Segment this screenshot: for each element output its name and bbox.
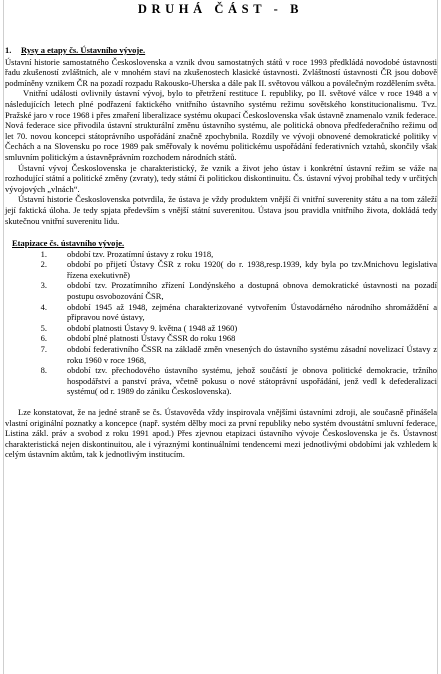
paragraph-characteristic: Ústavní vývoj Československa je charakteristický, že vznik a život jeho ústav i konkrétní ústavní režim se váže na rozhodující státní a politické změny (zvraty), tedy státní či politickou diskontinuitu. Čs. ústavní vývoj probíhal tedy v určitých vývojových „vlnách“.: [5, 162, 437, 194]
paragraph-conclusion: Lze konstatovat, že na jedné straně se čs. Ústavověda vždy inspirovala vnějšími ústavními zdroji, ale současně přinášela vlastní originální poznatky a koncepce (např. systém dělby moci za první republiky nebo systém dvoustátní smluvní federace, Listina zákl. práv a svobod z roku 1991 apod.) Přes zjevnou etapizaci ústavního vývoje Československa je čs. Ústavnost charakteristická nejen diskontinuitou, ale i výraznými kontinuálními tendencemi mezi jednotlivými obdobími jak vzhledem k celým ústavním aktům, tak k jednotlivým institucím.: [5, 407, 437, 460]
list-item: 2. období po přijetí Ústavy ČSR z roku 1920( do r. 1938,resp.1939, kdy byla po tzv.Mnichovu legislativa řízena exekutivně): [40, 259, 437, 280]
list-item: 5. období platnosti Ústavy 9. května ( 1948 až 1960): [40, 322, 238, 333]
right-margin-line: [437, 0, 438, 674]
section-1-number: 1.: [5, 45, 12, 55]
paragraph-internal-events: Vnitřní události ovlivnily ústavní vývoj, bylo to přetržení restituce I. republiky, po II. světové válce v roce 1948 a v následujících letech plné podřazení faktického vnitřního ústavního systému režimu sovětského konstitucionalismu. Tvz. Pražské jaro v roce 1968 i přes zmaření liberalizace systému okupací Československa však ústavně znamenalo vznik federace. Nová federace sice přivodila ústavní strukturální změnu ústavního systému, ale politická obnova předfederačního režimu od let 70. novou koncepci státoprávního uspořádání značně zpochybnila. Rozdíly ve vývoji obnovené demokratické politiky v Čechách a na Slovensku po roce 1989 pak směřovaly k novému politickému uspořádání federativních vztahů, skončily však smluvním politickým a ústavněprávním rozchodem národních států.: [5, 88, 437, 162]
list-item: 1. období tzv. Prozatímní ústavy z roku 1918,: [40, 248, 214, 259]
left-margin-line: [3, 0, 4, 674]
periodization-list: [5, 249, 437, 397]
section-1-heading: [5, 45, 437, 56]
list-item: 3. období tzv. Prozatímního zřízení Londýnského a dostupná obnova demokratické ústavnosti na pozadí postupu osvobozování ČSR,: [40, 280, 437, 302]
paragraph-sovereignty: Ústavní historie Československa potvrdila, že ústava je vždy produktem vnější či vnitřní suverenity státu a na tom záleží její faktická úloha. Je tedy spjata především s vnější státní suverenitou. Ústava jsou pravidla vnitřního života, dokládá tedy skutečnou vnitřní suverenitu lidu.: [5, 194, 437, 226]
paragraph-intro: Ústavní historie samostatného Československa a vznik dvou samostatných států v roce 1993 předkládá novodobé ústavnosti řadu zkušeností zvláštních, ale v mnohém staví na zkušenostech klasické ústavnosti. Zvláštností ústavnosti ČR jsou dobově podmíněny vznikem ČR na pozadí rozpadu Rakousko-Uherska a dále pak II. světovou válkou a poválečným rozdělením světa.: [5, 56, 437, 88]
part-title: DRUHÁ ČÁST - B: [137, 2, 304, 16]
document-body: [5, 45, 437, 460]
list-item: 8. období tzv. přechodového ústavního systému, jehož součástí je obnova politické demokracie, tržního hospodářství a panství práva, včetně pokusu o nové státoprávní uspořádání, jenž vedl k defederalizaci systému( od r. 1989 do zániku Československa).: [40, 365, 437, 397]
list-item: 4. období 1945 až 1948, zejména charakterizované vytvořením Ústavodárného národního shromáždění a připravou nové ústavy,: [40, 301, 437, 323]
section-1-heading-text: Rysy a etapy čs. Ústavního vývoje.: [21, 45, 146, 55]
section-2-heading: Etapizace čs. ústavního vývoje.: [12, 238, 125, 249]
list-item: 7. období federativního ČSSR na základě změn vnesených do ústavního systému zásadní novelizací Ústavy z roku 1960 v roce 1968,: [40, 344, 437, 365]
list-item: 6. období plné platnosti Ústavy ČSSR do roku 1968: [40, 333, 236, 344]
